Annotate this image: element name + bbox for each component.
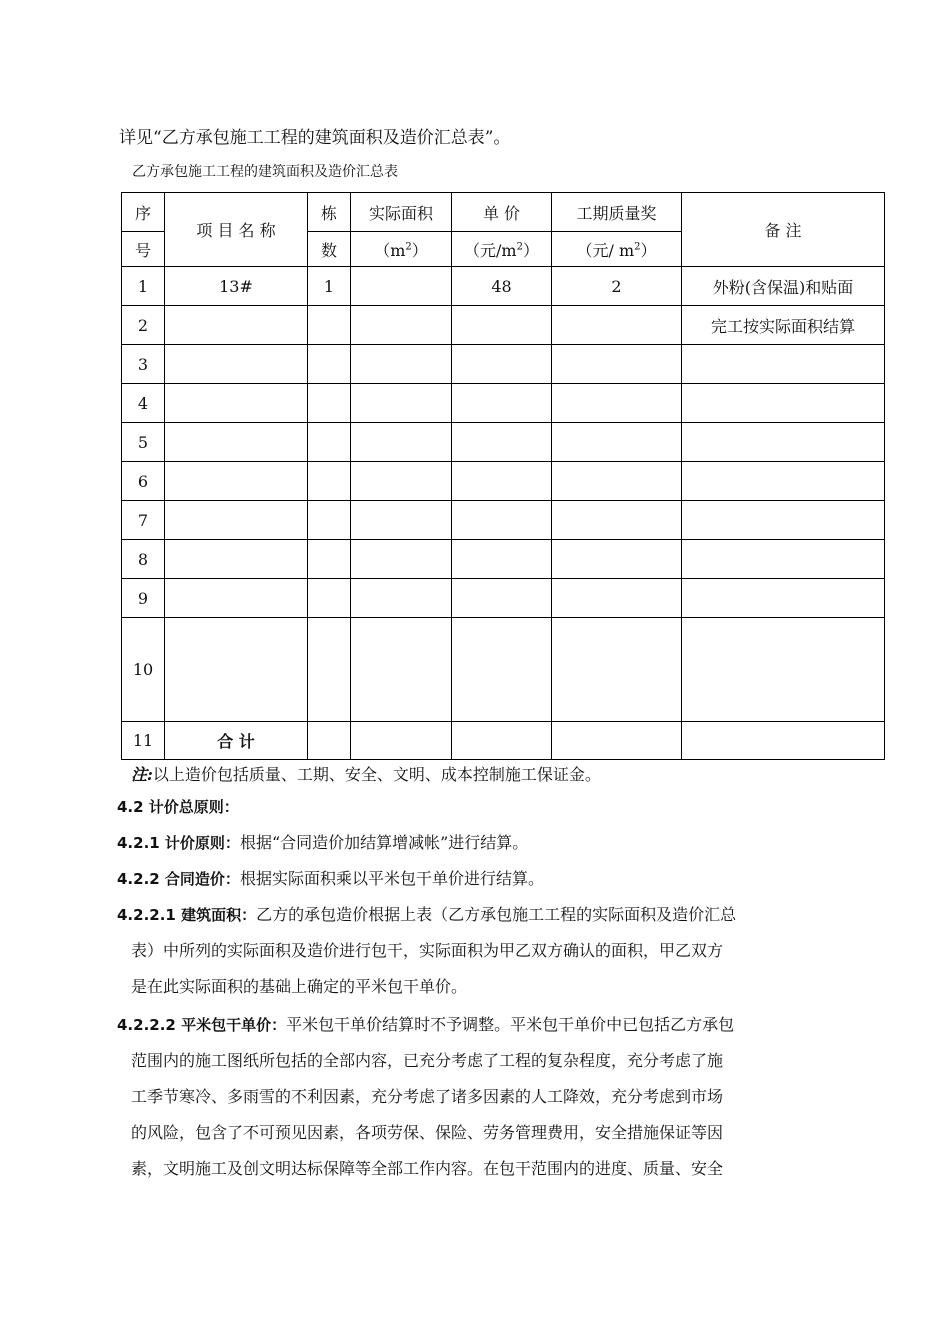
header-price-unit: （元$/m^2$） — [452, 232, 552, 267]
cell-remark: 外粉(含保温)和贴面 — [682, 267, 885, 306]
cell-name — [165, 423, 308, 462]
cell-seq: 7 — [122, 501, 165, 540]
table-row — [122, 540, 885, 579]
paragraph-line: 范围内的施工图纸所包括的全部内容，已充分考虑了工程的复杂程度，充分考虑了施 — [131, 1051, 724, 1070]
cell-seq: 11 — [122, 722, 165, 760]
header-seq: 序 — [122, 193, 165, 232]
cell-count — [308, 462, 351, 501]
cell-name — [165, 501, 308, 540]
section-4-2-2-text: 根据实际面积乘以平米包干单价进行结算。 — [239, 869, 544, 888]
section-4-2-2-label: 4.2.2 合同造价： — [117, 870, 240, 888]
cell-count — [308, 501, 351, 540]
cell-remark — [682, 501, 885, 540]
cell-bonus: 2 — [552, 267, 682, 306]
paragraph-line: 的风险，包含了不可预见因素，各项劳保、保险、劳务管理费用，安全措施保证等因 — [131, 1123, 724, 1142]
cell-price: 48 — [452, 267, 552, 306]
cell-name — [165, 384, 308, 423]
table-header-row — [122, 193, 885, 232]
paragraph-line: 乙方的承包造价根据上表（乙方承包施工工程的实际面积及造价汇总 — [256, 905, 737, 924]
cell-price — [452, 540, 552, 579]
section-4-2-1-text: 根据“合同造价加结算增减帐”进行结算。 — [239, 833, 529, 852]
paragraph-line: 素，文明施工及创文明达标保障等全部工作内容。在包干范围内的进度、质量、安全 — [131, 1159, 724, 1178]
section-4-2-2-1-label: 4.2.2.1 建筑面积： — [117, 906, 257, 924]
cell-remark — [682, 462, 885, 501]
cell-price — [452, 306, 552, 345]
cell-count — [308, 423, 351, 462]
paragraph-line: 工季节寒冷、多雨雪的不利因素，充分考虑了诸多因素的人工降效，充分考虑到市场 — [131, 1087, 724, 1106]
header-bonus-unit: （元/ $m^2$） — [552, 232, 682, 267]
cell-area — [351, 618, 452, 722]
table-row — [122, 306, 885, 345]
cell-remark — [682, 540, 885, 579]
cell-remark — [682, 579, 885, 618]
table-caption: 乙方承包施工工程的建筑面积及造价汇总表 — [132, 164, 398, 180]
note-text: 以上造价包括质量、工期、安全、文明、成本控制施工保证金。 — [152, 765, 601, 784]
table-row — [122, 618, 885, 722]
cell-name — [165, 462, 308, 501]
table-row — [122, 501, 885, 540]
table-row — [122, 462, 885, 501]
section-4-2-2-2-label: 4.2.2.2 平米包干单价： — [117, 1016, 287, 1034]
cell-seq: 9 — [122, 579, 165, 618]
cell-seq: 5 — [122, 423, 165, 462]
cell-seq: 3 — [122, 345, 165, 384]
cell-area — [351, 384, 452, 423]
cell-price — [452, 384, 552, 423]
cell-remark — [682, 423, 885, 462]
cell-bonus — [552, 722, 682, 760]
cell-bonus — [552, 462, 682, 501]
cell-seq: 6 — [122, 462, 165, 501]
cell-count — [308, 618, 351, 722]
header-name: 项 目 名 称 — [165, 193, 308, 267]
header-bonus: 工期质量奖 — [552, 193, 682, 232]
header-count: 栋 — [308, 193, 351, 232]
cell-name — [165, 579, 308, 618]
header-area-unit: $(m^2)$ — [351, 232, 452, 267]
cell-area — [351, 306, 452, 345]
table-row — [122, 579, 885, 618]
header-seq-2: 号 — [122, 232, 165, 267]
table-note — [131, 762, 601, 785]
cell-total-label: 合 计 — [165, 722, 308, 760]
table-total-row — [122, 722, 885, 760]
cell-area — [351, 501, 452, 540]
cell-bonus — [552, 501, 682, 540]
cell-remark — [682, 722, 885, 760]
cell-area — [351, 462, 452, 501]
cell-price — [452, 722, 552, 760]
cell-bonus — [552, 306, 682, 345]
cell-count: 1 — [308, 267, 351, 306]
section-4-2-2-2 — [117, 1012, 734, 1035]
cell-name: 13# — [165, 267, 308, 306]
header-count-2: 数 — [308, 232, 351, 267]
cell-area — [351, 423, 452, 462]
cell-bonus — [552, 384, 682, 423]
cell-count — [308, 540, 351, 579]
header-area: 实际面积 — [351, 193, 452, 232]
table-row — [122, 423, 885, 462]
cell-bonus — [552, 579, 682, 618]
cell-name — [165, 345, 308, 384]
cell-price — [452, 579, 552, 618]
section-4-2-2 — [117, 866, 544, 889]
cell-area — [351, 267, 452, 306]
cell-seq: 2 — [122, 306, 165, 345]
table-row — [122, 345, 885, 384]
section-4-2-1-label: 4.2.1 计价原则： — [117, 834, 240, 852]
cell-area — [351, 345, 452, 384]
cell-area — [351, 540, 452, 579]
note-label: 注: — [131, 765, 153, 784]
cell-area — [351, 722, 452, 760]
table-row — [122, 384, 885, 423]
area-cost-summary-table — [121, 192, 885, 760]
paragraph-line: 是在此实际面积的基础上确定的平米包干单价。 — [131, 977, 468, 996]
section-4-2-title: 4.2 计价总原则： — [117, 798, 239, 816]
cell-seq: 4 — [122, 384, 165, 423]
cell-count — [308, 579, 351, 618]
cell-seq: 10 — [122, 618, 165, 722]
cell-name — [165, 306, 308, 345]
cell-bonus — [552, 423, 682, 462]
header-price: 单 价 — [452, 193, 552, 232]
cell-count — [308, 722, 351, 760]
cell-price — [452, 618, 552, 722]
cell-area — [351, 579, 452, 618]
section-4-2-1 — [117, 830, 528, 853]
header-remark: 备 注 — [682, 193, 885, 267]
cell-count — [308, 306, 351, 345]
cell-count — [308, 345, 351, 384]
cell-bonus — [552, 345, 682, 384]
paragraph-line: 表）中所列的实际面积及造价进行包干，实际面积为甲乙双方确认的面积，甲乙双方 — [131, 941, 724, 960]
cell-price — [452, 501, 552, 540]
cell-price — [452, 462, 552, 501]
cell-remark: 完工按实际面积结算 — [682, 306, 885, 345]
cell-seq: 8 — [122, 540, 165, 579]
intro-paragraph: 详见“乙方承包施工工程的建筑面积及造价汇总表”。 — [119, 128, 511, 148]
cell-remark — [682, 345, 885, 384]
cell-remark — [682, 384, 885, 423]
cell-price — [452, 423, 552, 462]
table-row — [122, 267, 885, 306]
cell-count — [308, 384, 351, 423]
cell-bonus — [552, 618, 682, 722]
cell-bonus — [552, 540, 682, 579]
cell-name — [165, 618, 308, 722]
cell-price — [452, 345, 552, 384]
cell-seq: 1 — [122, 267, 165, 306]
cell-name — [165, 540, 308, 579]
paragraph-line: 平米包干单价结算时不予调整。平米包干单价中已包括乙方承包 — [286, 1015, 735, 1034]
section-4-2-2-1 — [117, 902, 736, 925]
cell-remark — [682, 618, 885, 722]
